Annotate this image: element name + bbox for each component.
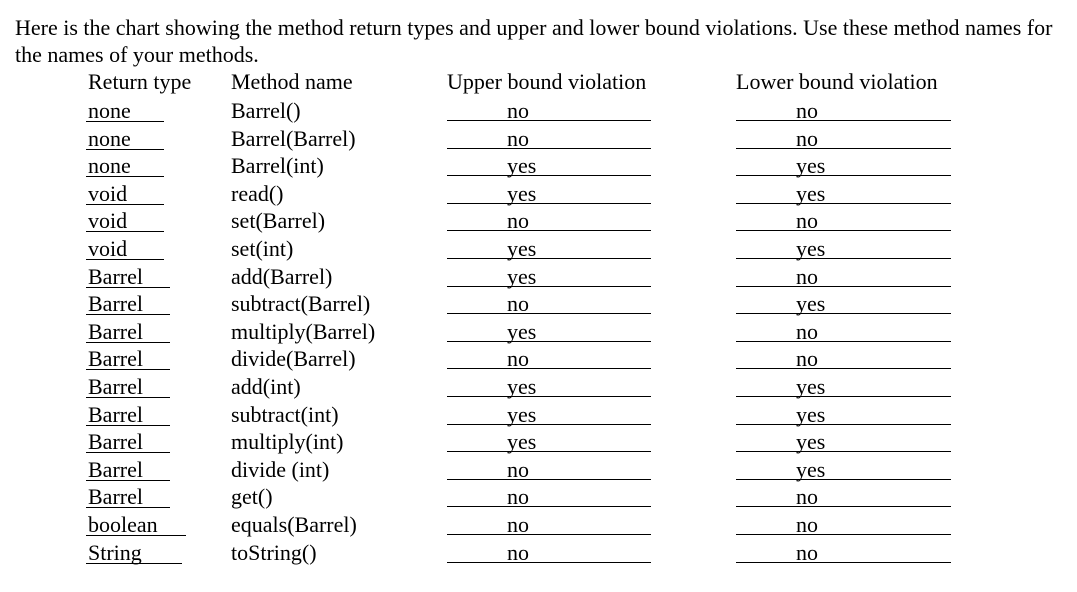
return-type-cell <box>86 235 164 262</box>
upper-bound-value: yes <box>447 430 651 452</box>
return-type-cell <box>86 401 170 428</box>
table-row <box>0 290 1077 318</box>
table-row <box>0 125 1077 153</box>
upper-bound-value: no <box>447 209 651 231</box>
upper-bound-value: no <box>447 513 651 535</box>
return-type-cell <box>86 290 170 317</box>
lower-bound-cell <box>736 180 951 207</box>
lower-bound-cell <box>736 235 951 262</box>
table-row <box>0 152 1077 180</box>
lower-bound-value: yes <box>736 403 951 425</box>
upper-bound-cell <box>447 263 651 290</box>
upper-bound-cell <box>447 456 651 483</box>
lower-bound-value: yes <box>736 430 951 452</box>
upper-bound-cell <box>447 152 651 179</box>
lower-bound-cell <box>736 207 951 234</box>
method-name-cell: add(Barrel) <box>231 263 333 289</box>
upper-bound-cell <box>447 428 651 455</box>
return-type-value: Barrel <box>86 403 170 426</box>
table-header <box>0 68 1077 96</box>
lower-bound-cell <box>736 125 951 152</box>
table-row <box>0 345 1077 373</box>
header-upper-bound: Upper bound violation <box>447 69 647 94</box>
upper-bound-cell <box>447 539 651 566</box>
upper-bound-value: no <box>447 99 651 121</box>
method-table <box>0 97 1077 566</box>
return-type-cell <box>86 511 186 538</box>
table-row <box>0 483 1077 511</box>
return-type-cell <box>86 483 170 510</box>
upper-bound-value: no <box>447 541 651 563</box>
method-name-cell: multiply(int) <box>231 429 344 455</box>
upper-bound-value: yes <box>447 182 651 204</box>
upper-bound-value: yes <box>447 403 651 425</box>
lower-bound-value: no <box>736 513 951 535</box>
upper-bound-cell <box>447 511 651 538</box>
lower-bound-value: yes <box>736 237 951 259</box>
lower-bound-value: yes <box>736 154 951 176</box>
lower-bound-value: no <box>736 127 951 149</box>
method-name-cell: set(Barrel) <box>231 208 326 234</box>
return-type-cell <box>86 345 170 372</box>
lower-bound-cell <box>736 345 951 372</box>
upper-bound-value: yes <box>447 265 651 287</box>
upper-bound-value: yes <box>447 375 651 397</box>
lower-bound-value: no <box>736 99 951 121</box>
method-name-cell: divide(Barrel) <box>231 346 356 372</box>
lower-bound-value: yes <box>736 458 951 480</box>
upper-bound-value: no <box>447 127 651 149</box>
lower-bound-value: yes <box>736 182 951 204</box>
upper-bound-cell <box>447 207 651 234</box>
method-name-cell: Barrel() <box>231 98 301 123</box>
return-type-cell <box>86 373 170 400</box>
lower-bound-value: no <box>736 541 951 563</box>
lower-bound-cell <box>736 483 951 510</box>
table-row <box>0 263 1077 291</box>
table-row <box>0 97 1077 125</box>
header-return-type: Return type <box>88 69 192 94</box>
return-type-cell <box>86 207 164 234</box>
lower-bound-value: no <box>736 209 951 231</box>
return-type-value: none <box>86 127 164 150</box>
upper-bound-value: yes <box>447 237 651 259</box>
return-type-value: none <box>86 154 164 177</box>
upper-bound-value: yes <box>447 154 651 176</box>
upper-bound-cell <box>447 373 651 400</box>
lower-bound-cell <box>736 290 951 317</box>
lower-bound-cell <box>736 97 951 124</box>
table-row <box>0 373 1077 401</box>
return-type-value: void <box>86 182 164 205</box>
table-row <box>0 456 1077 484</box>
table-row <box>0 539 1077 567</box>
upper-bound-value: no <box>447 458 651 480</box>
return-type-value: Barrel <box>86 485 170 508</box>
upper-bound-cell <box>447 125 651 152</box>
lower-bound-cell <box>736 401 951 428</box>
return-type-cell <box>86 97 164 124</box>
return-type-value: Barrel <box>86 265 170 288</box>
header-lower-bound: Lower bound violation <box>736 69 938 94</box>
method-name-cell: toString() <box>231 539 317 565</box>
upper-bound-cell <box>447 97 651 124</box>
upper-bound-value: yes <box>447 320 651 342</box>
method-name-cell: subtract(Barrel) <box>231 291 371 317</box>
lower-bound-cell <box>736 152 951 179</box>
table-row <box>0 207 1077 235</box>
return-type-cell <box>86 152 164 179</box>
method-name-cell: subtract(int) <box>231 401 339 427</box>
lower-bound-cell <box>736 318 951 345</box>
return-type-value: Barrel <box>86 347 170 370</box>
lower-bound-cell <box>736 263 951 290</box>
return-type-value: String <box>86 541 182 564</box>
method-name-cell: multiply(Barrel) <box>231 318 376 344</box>
upper-bound-value: no <box>447 485 651 507</box>
upper-bound-cell <box>447 290 651 317</box>
upper-bound-cell <box>447 318 651 345</box>
upper-bound-cell <box>447 345 651 372</box>
upper-bound-cell <box>447 401 651 428</box>
intro-paragraph: Here is the chart showing the method return types and upper and lower bound violations. Use these method names for the names of your methods. <box>15 15 1053 67</box>
upper-bound-cell <box>447 483 651 510</box>
lower-bound-cell <box>736 456 951 483</box>
method-name-cell: Barrel(int) <box>231 153 324 179</box>
lower-bound-cell <box>736 428 951 455</box>
return-type-cell <box>86 428 170 455</box>
return-type-value: Barrel <box>86 292 170 315</box>
return-type-value: void <box>86 237 164 260</box>
method-name-cell: get() <box>231 484 273 510</box>
lower-bound-value: no <box>736 265 951 287</box>
return-type-cell <box>86 263 170 290</box>
lower-bound-value: no <box>736 347 951 369</box>
return-type-value: boolean <box>86 513 186 536</box>
return-type-cell <box>86 125 164 152</box>
table-row <box>0 318 1077 346</box>
return-type-value: void <box>86 209 164 232</box>
method-name-cell: divide (int) <box>231 456 330 482</box>
method-name-cell: Barrel(Barrel) <box>231 125 356 151</box>
header-method-name: Method name <box>231 69 353 94</box>
method-name-cell: set(int) <box>231 235 294 261</box>
method-name-cell: add(int) <box>231 373 301 399</box>
upper-bound-value: no <box>447 292 651 314</box>
table-row <box>0 180 1077 208</box>
return-type-value: none <box>86 99 164 122</box>
table-row <box>0 511 1077 539</box>
table-row <box>0 401 1077 429</box>
lower-bound-value: yes <box>736 375 951 397</box>
lower-bound-cell <box>736 373 951 400</box>
return-type-value: Barrel <box>86 375 170 398</box>
lower-bound-value: no <box>736 320 951 342</box>
return-type-cell <box>86 318 170 345</box>
method-name-cell: read() <box>231 180 284 206</box>
lower-bound-value: yes <box>736 292 951 314</box>
return-type-value: Barrel <box>86 320 170 343</box>
return-type-cell <box>86 456 170 483</box>
method-name-cell: equals(Barrel) <box>231 511 357 537</box>
table-row <box>0 235 1077 263</box>
lower-bound-value: no <box>736 485 951 507</box>
return-type-cell <box>86 180 164 207</box>
upper-bound-value: no <box>447 347 651 369</box>
upper-bound-cell <box>447 235 651 262</box>
table-row <box>0 428 1077 456</box>
upper-bound-cell <box>447 180 651 207</box>
return-type-cell <box>86 539 182 566</box>
lower-bound-cell <box>736 539 951 566</box>
return-type-value: Barrel <box>86 430 170 453</box>
lower-bound-cell <box>736 511 951 538</box>
return-type-value: Barrel <box>86 458 170 481</box>
